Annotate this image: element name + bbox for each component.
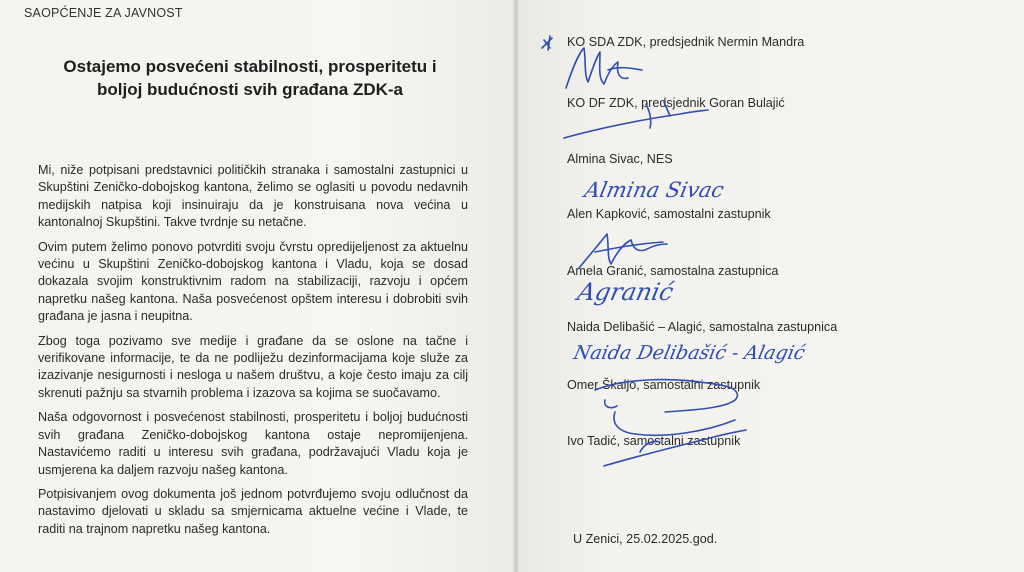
signatory-name: Alen Kapković, samostalni zastupnik <box>567 207 771 221</box>
signatory-name: KO SDA ZDK, predsjednik Nermin Mandra <box>567 35 805 49</box>
statement-body <box>38 162 468 545</box>
signature-delibasic-alagic: Naida Delibašić - Alagić <box>571 342 807 364</box>
signatory-name: KO DF ZDK, predsjednik Goran Bulajić <box>567 96 785 110</box>
signature-granic: Agranić <box>575 278 677 306</box>
signatory-name: Almina Sivac, NES <box>567 152 673 166</box>
document-title: Ostajemo posvećeni stabilnosti, prosperitetu i boljoj budućnosti svih građana ZDK-a <box>63 57 437 99</box>
paragraph: Potpisivanjem ovog dokumenta još jednom potvrđujemo svoju odlučnost da nastavimo djelovati u skladu sa smjernicama aktuelne većine i Vlade, te raditi na trajnom napretku našeg kantona. <box>38 486 468 536</box>
paragraph: Zbog toga pozivamo sve medije i građane da se oslone na tačne i verifikovane informacije, te da ne podliježu dezinformacijama koje služe za izazivanje nesigurnosti i nesloga u našem društvu, a koje često imaju za cilj skrenuti pažnju sa stvarnih problema i izazova sa kojima se suočavamo. <box>38 333 468 400</box>
signature-mandra <box>538 30 648 94</box>
press-release-label: SAOPĆENJE ZA JAVNOST <box>24 6 183 20</box>
signatory-name: Ivo Tadić, samostalni zastupnik <box>567 434 741 448</box>
signature-bulajic <box>560 98 710 146</box>
place-and-date: U Zenici, 25.02.2025.god. <box>573 532 718 546</box>
paragraph: Ovim putem želimo ponovo potvrditi svoju čvrstu opredijeljenost za aktuelnu većinu u Skupštini Zeničko-dobojskog kantona i Vladu, koja se dosad dokazala svojim konstruktivnim radom na stabilizaciji, razvoju i općem napretku našeg kantona. Naša posvećenost opštem interesu i dobrobiti svih građana je jasna i neupitna. <box>38 239 468 324</box>
signatory-4 <box>567 205 867 223</box>
paragraph: Mi, niže potpisani predstavnici političkih stranaka i samostalni zastupnici u Skupštini Zeničko-dobojskog kantona, želimo se oglasiti u povodu nedavnih medijskih natpisa koji insinuiraju da je konstruisana nova većina u kantonalnoj Skupštini. Takve tvrdnje su netačne. <box>38 163 468 230</box>
signature-kapkovic <box>575 222 675 272</box>
page-fold <box>513 0 519 572</box>
signatory-name: Omer Škaljo, samostalni zastupnik <box>567 378 761 392</box>
signatory-6 <box>567 318 867 336</box>
signature-sivac: Almina Sivac <box>582 178 727 202</box>
paragraph: Naša odgovornost i posvećenost stabilnosti, prosperitetu i boljoj budućnosti svih građana Zeničko-dobojskog kantona ostaje nepromijenjena. Nastavićemo raditi u interesu svih građana, podržavajući Vladu koja je usmjerena ka daljem razvoju našeg kantona. <box>38 410 468 477</box>
signatory-3 <box>567 150 867 168</box>
signatory-name: Amela Granić, samostalna zastupnica <box>567 264 779 278</box>
signatory-name: Naida Delibašić – Alagić, samostalna zastupnica <box>567 320 838 334</box>
signature-tadic <box>600 422 750 472</box>
